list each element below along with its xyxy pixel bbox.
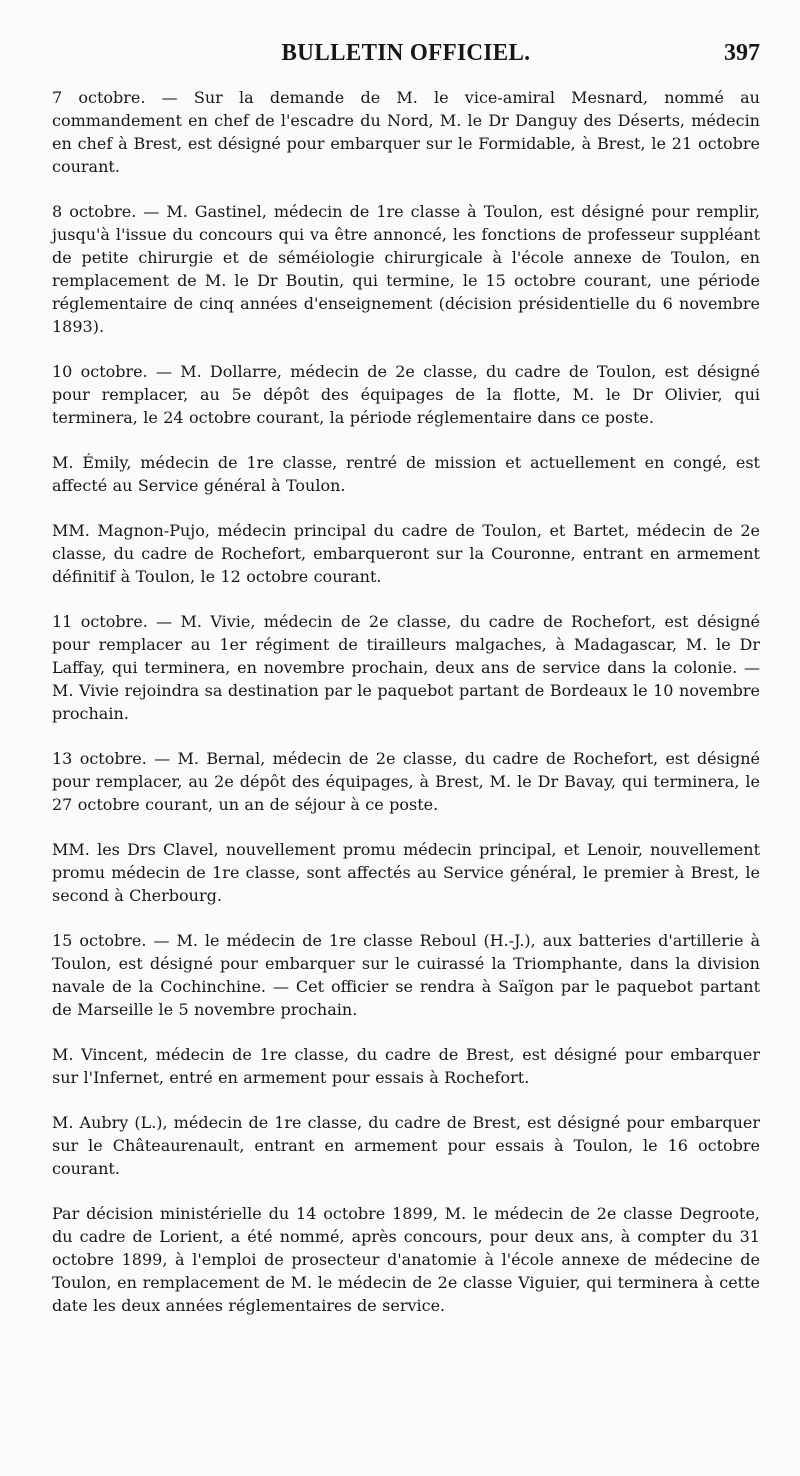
entry-text: M. Vincent, médecin de 1re classe, du cadre de Brest, est désigné pour embarquer sur l'Infernet, entré en armement pour essais à Rochefort. — [52, 1045, 760, 1087]
entry-text: Sur la demande de M. le vice-amiral Mesnard, nommé au commandement en chef de l'escadre du Nord, M. le Dr Danguy des Déserts, médecin en chef à Brest, est désigné pour embarquer sur le Formidable, à Brest, le 21 octobre courant. — [52, 88, 760, 176]
entry-date: 8 octobre. — — [52, 202, 167, 221]
entry-text: M. Aubry (L.), médecin de 1re classe, du cadre de Brest, est désigné pour embarquer sur le Châteaurenault, entrant en armement pour essais à Toulon, le 16 octobre courant. — [52, 1113, 760, 1178]
entry-paragraph — [52, 929, 760, 1021]
entry-paragraph — [52, 1111, 760, 1180]
entry-date: 13 octobre. — — [52, 749, 178, 768]
bulletin-title: BULLETIN OFFICIEL. — [281, 40, 531, 66]
page-header — [52, 40, 760, 76]
entry-paragraph — [52, 1043, 760, 1089]
entry-date: 15 octobre. — — [52, 931, 177, 950]
entry-text: M. Bernal, médecin de 2e classe, du cadre de Rochefort, est désigné pour remplacer, au 2e dépôt des équipages, à Brest, M. le Dr Bavay, qui terminera, le 27 octobre courant, un an de séjour à ce poste. — [52, 749, 760, 814]
entry-paragraph — [52, 86, 760, 178]
entry-text: MM. Magnon-Pujo, médecin principal du cadre de Toulon, et Bartet, médecin de 2e classe, du cadre de Rochefort, embarqueront sur la Couronne, entrant en armement définitif à Toulon, le 12 octobre courant. — [52, 521, 760, 586]
entry-paragraph — [52, 451, 760, 497]
entry-text: M. Gastinel, médecin de 1re classe à Toulon, est désigné pour remplir, jusqu'à l'issue du concours qui va être annoncé, les fonctions de professeur suppléant de petite chirurgie et de séméiologie chirurgicale à l'école annexe de Toulon, en remplacement de M. le Dr Boutin, qui termine, le 15 octobre courant, une période réglementaire de cinq années d'enseignement (décision présidentielle du 6 novembre 1893). — [52, 202, 760, 336]
entry-text: M. le médecin de 1re classe Reboul (H.-J.), aux batteries d'artillerie à Toulon, est désigné pour embarquer sur le cuirassé la Triomphante, dans la division navale de la Cochinchine. — Cet officier se rendra à Saïgon par le paquebot partant de Marseille le 5 novembre prochain. — [52, 931, 760, 1019]
entry-text: M. Vivie, médecin de 2e classe, du cadre de Rochefort, est désigné pour remplacer au 1er régiment de tirailleurs malgaches, à Madagascar, M. le Dr Laffay, qui terminera, en novembre prochain, deux ans de service dans la colonie. — M. Vivie rejoindra sa destination par le paquebot partant de Bordeaux le 10 novembre prochain. — [52, 612, 761, 723]
entry-paragraph — [52, 200, 760, 338]
entry-paragraph — [52, 1202, 760, 1317]
page-number: 397 — [724, 40, 760, 66]
entry-text: Par décision ministérielle du 14 octobre 1899, M. le médecin de 2e classe Degroote, du cadre de Lorient, a été nommé, après concours, pour deux ans, à compter du 31 octobre 1899, à l'emploi de prosecteur d'anatomie à l'école annexe de médecine de Toulon, en remplacement de M. le médecin de 2e classe Viguier, qui terminera à cette date les deux années réglementaires de service. — [52, 1204, 760, 1315]
entry-paragraph — [52, 610, 760, 725]
entry-text: M. Dollarre, médecin de 2e classe, du cadre de Toulon, est désigné pour remplacer, au 5e dépôt des équipages de la flotte, M. le Dr Olivier, qui terminera, le 24 octobre courant, la période réglementaire dans ce poste. — [52, 362, 760, 427]
entry-date: 7 octobre. — — [52, 88, 194, 107]
entry-text: MM. les Drs Clavel, nouvellement promu médecin principal, et Lenoir, nouvellement promu médecin de 1re classe, sont affectés au Service général, le premier à Brest, le second à Cherbourg. — [52, 840, 760, 905]
entry-paragraph — [52, 747, 760, 816]
bulletin-body — [52, 86, 760, 1317]
entry-text: M. Émily, médecin de 1re classe, rentré de mission et actuellement en congé, est affecté au Service général à Toulon. — [52, 453, 760, 495]
entry-paragraph — [52, 519, 760, 588]
entry-date: 10 octobre. — — [52, 362, 181, 381]
entry-paragraph — [52, 360, 760, 429]
entry-paragraph — [52, 838, 760, 907]
entry-date: 11 octobre. — — [52, 612, 181, 631]
